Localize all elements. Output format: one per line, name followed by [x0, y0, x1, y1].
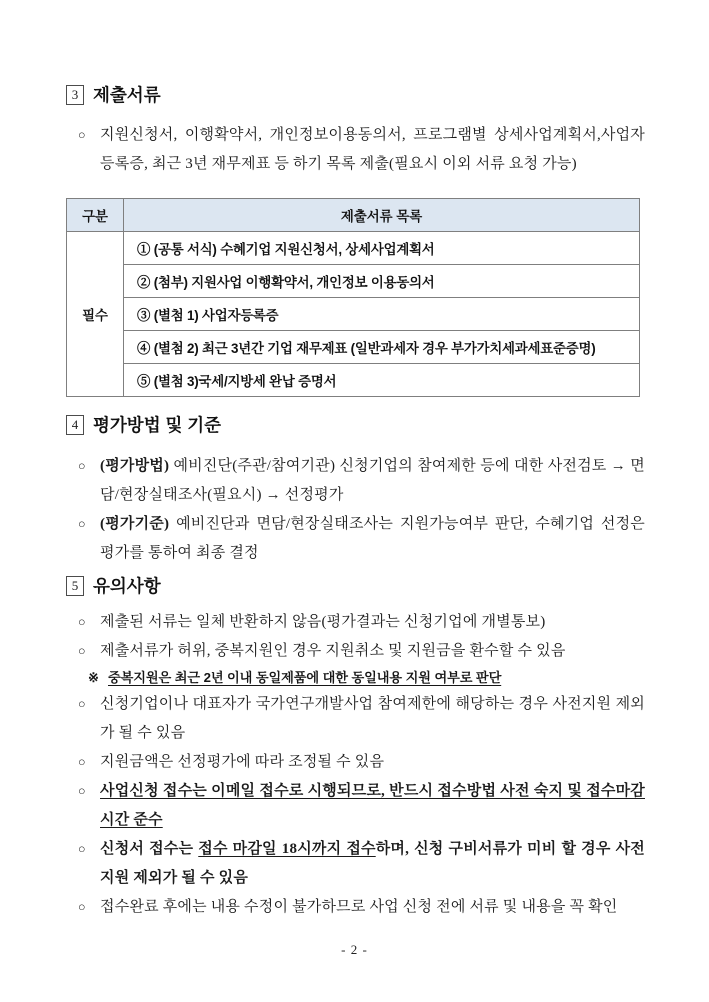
bullet-icon: ○ — [78, 517, 86, 531]
bullet-icon: ○ — [78, 697, 86, 711]
bullet-icon: ○ — [78, 755, 86, 769]
bullet-icon: ○ — [78, 615, 86, 629]
section-4-list — [66, 452, 645, 568]
document-item-3: ③ (별첨 1) 사업자등록증 — [124, 298, 640, 331]
document-item-4: ④ (별첨 2) 최근 3년간 기업 재무제표 (일반과세자 경우 부가가치세과세표준증명) — [124, 331, 640, 364]
notice-item-no-edit-after-submit — [66, 893, 645, 922]
submission-documents-table — [66, 198, 640, 397]
table-header-document-list: 제출서류 목록 — [124, 199, 640, 232]
bullet-icon: ○ — [78, 459, 86, 473]
document-item-5: ⑤ (별첨 3)국세/지방세 완납 증명서 — [124, 364, 640, 397]
notice-subnote-duplicate-criteria — [66, 666, 645, 690]
notice-item-email-submission — [66, 777, 645, 835]
notice-item-amount-adjustment — [66, 748, 645, 777]
evaluation-method-item — [66, 452, 645, 510]
table-header-category: 구분 — [67, 199, 124, 232]
bullet-icon: ○ — [78, 900, 86, 914]
section-3-intro-text: 지원신청서, 이행확약서, 개인정보이용동의서, 프로그램별 상세사업계획서,사업자등록증, 최근 3년 재무제표 등 하기 목록 제출(필요시 이외 서류 요청 가능) — [100, 127, 645, 172]
section-4-heading — [66, 414, 645, 436]
reference-mark-icon: ※ — [88, 670, 99, 685]
required-group-cell: 필수 — [67, 232, 124, 397]
notice-text: 지원금액은 선정평가에 따라 조정될 수 있음 — [100, 754, 385, 770]
section-4-title: 평가방법 및 기준 — [93, 415, 222, 435]
notice-item-participation-restriction — [66, 690, 645, 748]
notice-item-false-duplicate — [66, 637, 645, 666]
evaluation-criteria-text: 예비진단과 면담/현장실태조사는 지원가능여부 판단, 수혜기업 선정은 평가를 통하여 최종 결정 — [100, 516, 645, 561]
section-5-title: 유의사항 — [93, 576, 161, 596]
notice-text: 접수완료 후에는 내용 수정이 불가하므로 사업 신청 전에 서류 및 내용을 꼭 확인 — [100, 899, 618, 915]
table-row — [67, 265, 640, 298]
notice-text: 신청기업이나 대표자가 국가연구개발사업 참여제한에 해당하는 경우 사전지원 제외가 될 수 있음 — [100, 696, 645, 741]
table-row — [67, 232, 640, 265]
document-item-1: ① (공통 서식) 수혜기업 지원신청서, 상세사업계획서 — [124, 232, 640, 265]
notice-item-deadline — [66, 835, 645, 893]
notice-text: 제출된 서류는 일체 반환하지 않음(평가결과는 신청기업에 개별통보) — [100, 614, 546, 630]
section-5-list — [66, 608, 645, 922]
bullet-icon: ○ — [78, 644, 86, 658]
document-item-2: ② (첨부) 지원사업 이행확약서, 개인정보 이용동의서 — [124, 265, 640, 298]
evaluation-method-text: 예비진단(주관/참여기관) 신청기업의 참여제한 등에 대한 사전검토 → 면담/현장실태조사(필요시) → 선정평가 — [100, 458, 645, 503]
deadline-text-post: 하며, 신청 구비서류가 미비 할 경우 사전 지원 제외가 될 수 있음 — [100, 841, 645, 886]
deadline-text-pre: 신청서 접수는 — [100, 841, 199, 857]
section-3-title: 제출서류 — [93, 85, 161, 105]
table-row — [67, 331, 640, 364]
section-3-heading — [66, 84, 645, 106]
table-row — [67, 364, 640, 397]
bullet-icon: ○ — [78, 128, 86, 142]
section-4-number-box: 4 — [66, 415, 84, 435]
bullet-icon: ○ — [78, 842, 86, 856]
evaluation-method-label: (평가방법) — [100, 458, 170, 474]
subnote-text: 중복지원은 최근 2년 이내 동일제품에 대한 동일내용 지원 여부로 판단 — [108, 670, 502, 685]
bullet-icon: ○ — [78, 784, 86, 798]
notice-item-no-return — [66, 608, 645, 637]
table-header-row — [67, 199, 640, 232]
notice-text: 제출서류가 허위, 중복지원인 경우 지원취소 및 지원금을 환수할 수 있음 — [100, 643, 566, 659]
section-5-heading — [66, 575, 645, 597]
section-5-number-box: 5 — [66, 576, 84, 596]
section-3-intro — [66, 121, 645, 179]
evaluation-criteria-label: (평가기준) — [100, 516, 170, 532]
section-3-number-box: 3 — [66, 85, 84, 105]
notice-text-emphasized: 사업신청 접수는 이메일 접수로 시행되므로, 반드시 접수방법 사전 숙지 및 접수마감 시간 준수 — [100, 783, 645, 828]
evaluation-criteria-item — [66, 510, 645, 568]
table-row — [67, 298, 640, 331]
deadline-text-underlined: 접수 마감일 18시까지 접수 — [198, 841, 376, 857]
page-number: - 2 - — [341, 942, 368, 957]
